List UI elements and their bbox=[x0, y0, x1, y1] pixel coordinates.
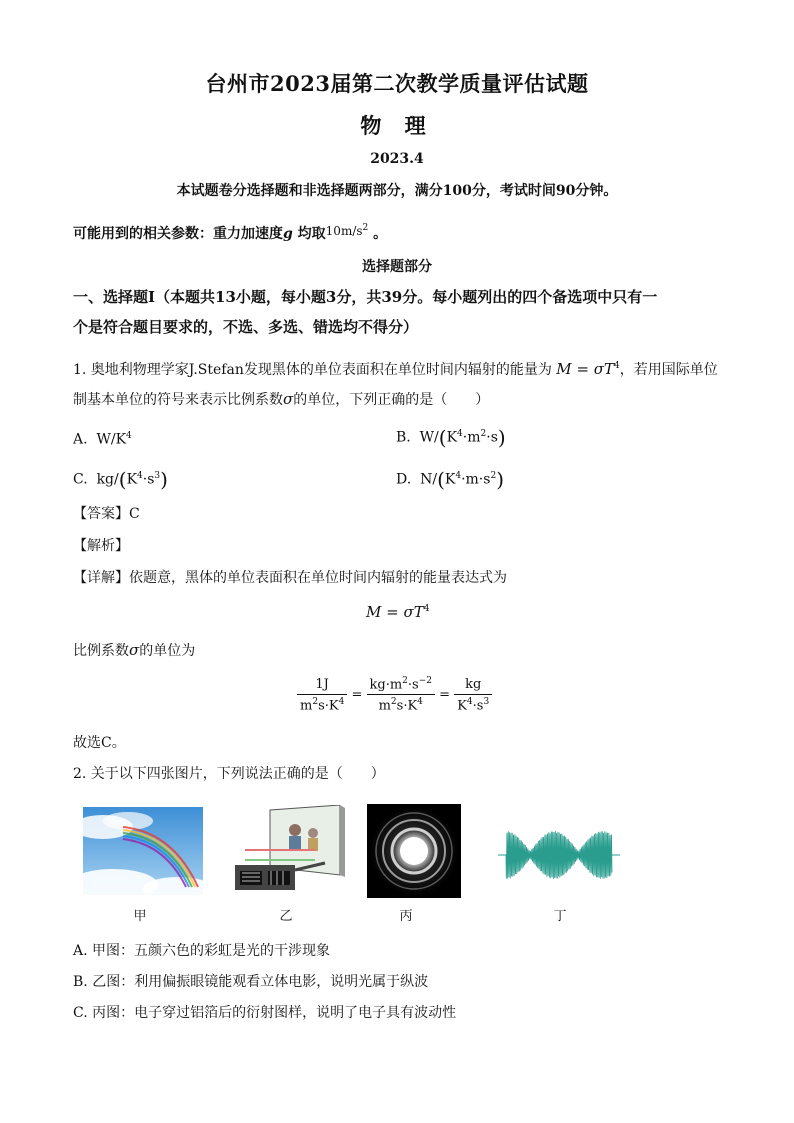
exp: 3 bbox=[154, 471, 161, 481]
q1-option-d: D. $N/(K^4\cdot m\cdot s^2)$ bbox=[396, 467, 504, 492]
option-d-text: N/ bbox=[420, 471, 438, 488]
exp: 4 bbox=[137, 471, 143, 481]
q2-option-c: C. 丙图：电子穿过铝箔后的衍射图样，说明了电子具有波动性 bbox=[73, 1005, 457, 1021]
sigma-symbol: σ bbox=[129, 641, 140, 659]
params-suffix: 。 bbox=[368, 226, 388, 242]
q1-option-b: B. $W/(K^4\cdot m^2\cdot s)$ bbox=[396, 425, 506, 450]
option-c-text: kg/ bbox=[96, 471, 119, 488]
detail-label: 【详解】 bbox=[73, 570, 129, 586]
caption-yi: 乙 bbox=[279, 909, 293, 924]
detail-text: 依题意，黑体的单位表面积在单位时间内辐射的能量表达式为 bbox=[129, 570, 507, 586]
q2-option-a: A. 甲图：五颜六色的彩虹是光的干涉现象 bbox=[73, 943, 331, 959]
unit-intro-tail: 的单位为 bbox=[139, 643, 196, 659]
q2-option-b: B. 乙图：利用偏振眼镜能观看立体电影，说明光属于纵波 bbox=[73, 974, 429, 990]
subject-title: 物 理 bbox=[360, 113, 434, 138]
conclusion: 故选C。 bbox=[73, 735, 126, 751]
section-heading-line2: 个是符合题目要求的，不选、多选、错选均不得分） bbox=[73, 318, 419, 336]
params-line bbox=[73, 218, 387, 244]
q1-option-a bbox=[73, 426, 132, 450]
fraction-1: $\frac{1J}{m^2s\cdot K^4}$ bbox=[297, 677, 347, 713]
paren-right: ) bbox=[496, 467, 504, 492]
unit-intro-line bbox=[73, 640, 195, 661]
sigma-symbol: σ bbox=[283, 390, 294, 408]
q2-stem: 2. 关于以下四张图片，下列说法正确的是（ ） bbox=[73, 766, 385, 782]
q1-line1-tail: ，若用国际单位 bbox=[619, 362, 718, 378]
option-letter: B. bbox=[396, 429, 411, 446]
option-b-text: W/ bbox=[419, 429, 439, 446]
analysis-label: 【解析】 bbox=[73, 538, 129, 554]
caption-bing: 丙 bbox=[399, 909, 413, 924]
answer-value: C bbox=[129, 506, 140, 522]
option-letter: A. bbox=[73, 431, 88, 448]
q1-line1-text: 1. 奥地利物理学家J.Stefan发现黑体的单位表面积在单位时间内辐射的能量为 bbox=[73, 362, 552, 378]
unit-derivation: $\frac{1J}{m^2s\cdot K^4}$ = $\frac{kg\cdot m^2\cdot s^{-2}}{m^2s\cdot K^4}$ = $\frac{kg}{K^4\cdot s^3}$ bbox=[297, 676, 492, 714]
params-value bbox=[326, 224, 369, 238]
exp: 4 bbox=[455, 471, 462, 481]
option-a-exp: 4 bbox=[126, 431, 132, 441]
section-title: 选择题部分 bbox=[362, 259, 432, 275]
rainbow-image bbox=[83, 807, 203, 895]
exam-title: 台州市2023届第二次教学质量评估试题 bbox=[205, 71, 589, 96]
paren-left: ( bbox=[438, 425, 447, 450]
detail-line bbox=[73, 568, 507, 588]
polarized-glasses-image bbox=[225, 805, 350, 897]
formula-display: $M = \sigma T^4$ bbox=[366, 603, 430, 621]
diffraction-pattern-image bbox=[367, 804, 461, 898]
exam-date: 2023.4 bbox=[370, 151, 424, 167]
exp: 4 bbox=[457, 429, 463, 439]
unit-intro: 比例系数 bbox=[73, 643, 129, 659]
fraction-2: $\frac{kg\cdot m^2\cdot s^{-2}}{m^2s\cdot K^4}$ bbox=[367, 676, 436, 714]
q1-line1 bbox=[73, 356, 733, 380]
caption-ding: 丁 bbox=[553, 909, 567, 924]
params-prefix: 可能用到的相关参数：重力加速度 bbox=[73, 226, 283, 242]
paren-left: ( bbox=[437, 467, 445, 492]
option-letter: C. bbox=[73, 471, 88, 488]
q1-option-c: C. $kg/(K^4\cdot s^3)$ bbox=[73, 467, 168, 492]
params-g: g bbox=[283, 226, 293, 242]
params-value-text: 10m/s bbox=[325, 224, 363, 238]
q1-line2-tail: 的单位，下列正确的是（ ） bbox=[293, 392, 490, 408]
fraction-3: $\frac{kg}{K^4\cdot s^3}$ bbox=[454, 677, 492, 713]
exp: 2 bbox=[490, 471, 497, 481]
beat-waveform-image bbox=[498, 825, 620, 885]
q1-line2-head: 制基本单位的符号来表示比例系数 bbox=[73, 392, 283, 408]
paren-left: ( bbox=[118, 467, 127, 492]
params-exp: 2 bbox=[362, 223, 369, 233]
paren-right: ) bbox=[160, 467, 168, 492]
exp: 2 bbox=[480, 429, 487, 439]
caption-jia: 甲 bbox=[133, 909, 147, 924]
answer-line bbox=[73, 504, 140, 524]
q1-line2 bbox=[73, 389, 489, 410]
option-a-text: W/K bbox=[96, 431, 127, 448]
section-heading-line1: 一、选择题Ⅰ（本题共13小题，每小题3分，共39分。每小题列出的四个备选项中只有一 bbox=[73, 288, 658, 306]
answer-label: 【答案】 bbox=[73, 506, 129, 522]
exam-notice: 本试题卷分选择题和非选择题两部分，满分100分，考试时间90分钟。 bbox=[176, 183, 618, 199]
option-letter: D. bbox=[396, 471, 412, 488]
q1-formula-inline: $M = \sigma T^4$ bbox=[556, 360, 620, 378]
paren-right: ) bbox=[497, 425, 506, 450]
params-mid: 均取 bbox=[292, 226, 326, 242]
